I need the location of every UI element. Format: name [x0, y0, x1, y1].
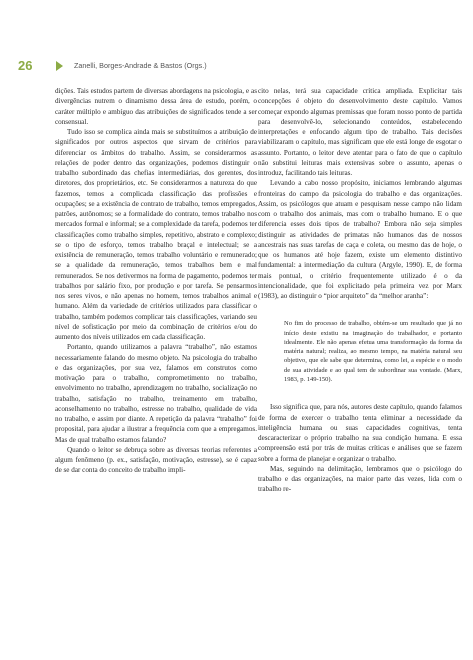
paragraph: cito nelas, terá sua capacidade crítica ampliada. Explicitar tais concepções é objeto do desenvolvimento deste capítulo. Vamos começar expondo algumas premissas que foram nosso ponto de partida para desenvolvê-lo, selecionando conteúdos, estabelecendo interpretações e enfocando algum tipo de trabalho. Tais decisões viabilizaram o capítulo, mas significam que ele está longe de esgotar o assunto. Portanto, o leitor deve atentar para o fato de que o capítulo não substitui leituras mais extensivas sobre o assunto, apenas o introduz, facilitando tais leituras. [258, 87, 462, 177]
paragraph: Isso significa que, para nós, autores deste capítulo, quando falamos de forma de exercer o trabalho tenta eliminar a necessidade da inteligência humana ou suas capacidades cognitivas, tenta descaracterizar o próprio trabalho na sua condição humana. E essa compreensão está por trás de muitas críticas e análises que se fazem sobre a forma de planejar e organizar o trabalho. [258, 403, 462, 463]
paragraph: dições. Tais estudos partem de diversas abordagens na psicologia, e as divergências nutrem o dinamismo dessa área de estudo, porém, o caráter múltiplo e ambíguo das atribuições de significados tende a ser consensual. [55, 87, 257, 126]
page-number: 26 [18, 58, 33, 73]
page-header [18, 58, 458, 74]
quote-text: No fim do processo de trabalho, obtém-se um resultado que já no início deste existiu na imaginação do trabalhador, e portanto idealmente. Ele não apenas efetua uma transformação da forma da matéria natural; realiza, ao mesmo tempo, na matéria natural seu objetivo, que ele sabe que determina, como lei, a espécie e o modo de sua atividade e ao qual tem de subordinar sua vontade. (Marx, 1983, p. 149-150). [284, 320, 462, 384]
left-column [55, 86, 257, 476]
paragraph: Portanto, quando utilizamos a palavra “trabalho”, não estamos necessariamente falando do mesmo objeto. Na psicologia do trabalho e das organizações, por sua vez, falamos em construtos como motivação para o trabalho, comprometimento no trabalho, envolvimento no trabalho, aprendizagem no trabalho, socialização no trabalho, satisfação no trabalho, treinamento em trabalho, aconselhamento no trabalho, estresse no trabalho, qualidade de vida no trabalho, e assim por diante. A repetição da palavra “trabalho” foi proposital, para ajudar a ilustrar a frequência com que a empregamos. Mas de qual trabalho estamos falando? [55, 343, 257, 444]
block-quote [258, 319, 462, 384]
paragraph: Levando a cabo nosso propósito, iniciamos lembrando algumas fronteiras do campo da psicologia do trabalho e das organizações. Assim, os psicólogos que atuam e pesquisam nesse campo não lidam com o trabalho dos animais, mas com o trabalho humano. E o que diferencia esses dois tipos de trabalho? Embora não seja simples distinguir as atividades de primatas não humanos das de nossos ancestrais nas suas tarefas de caça e coleta, ou mesmo das de hoje, o que os humanos até hoje fazem, existe um elemento distintivo fundamental: a intermediação da cultura (Argyle, 1990). E, de forma mais pontual, o critério frequentemente utilizado é o da intencionalidade, que foi explicitado pela primeira vez por Marx (1983), ao distinguir o “pior arquiteto” da “melhor aranha”: [258, 179, 462, 300]
paragraph: Quando o leitor se debruça sobre as diversas teorias referentes a algum fenômeno (p. ex., satisfação, motivação, estresse), se é capaz de se dar conta do conceito de trabalho impli- [55, 445, 257, 475]
paragraph: Tudo isso se complica ainda mais se substituímos a atribuição de significados por outros aspectos que sirvam de critérios para diferenciar os âmbitos do trabalho. Assim, se considerarmos as relações de poder dentro das organizações, podemos distinguir o trabalho subordinado das chefias intermediárias, dos gerentes, dos diretores, dos proprietários, etc. Se considerarmos a natureza do que fazemos, temos a complicada classificação das profissões e ocupações; se a existência de contrato de trabalho, temos empregados, patrões, autônomos; se a formalidade do contrato, temos trabalho nos mercados formal e informal; se a complexidade da tarefa, podemos ter classificações como trabalho simples, repetitivo, abstrato e complexo; se o tipo de esforço, temos trabalho braçal e intelectual; se a existência de remuneração, temos trabalho voluntário e remunerado; se a qualidade da remuneração, temos trabalhos bem e mal remunerados. Se nos detivermos na forma de pagamento, podemos ter trabalhos por salário fixo, por produção e por tarefa. Se pensarmos nos seres vivos, e não apenas no homem, temos trabalhos animal e humano. Além da variedade de critérios utilizados para classificar o trabalho, também podemos complicar tais classificações, variando seu nível de sofisticação por meio da combinação de critérios e/ou do aumento dos níveis utilizados em cada classificação. [55, 128, 257, 341]
right-column [258, 86, 462, 495]
running-head: Zanelli, Borges-Andrade & Bastos (Orgs.) [74, 61, 207, 70]
arrow-right-icon [56, 61, 63, 71]
paragraph: Mas, seguindo na delimitação, lembramos que o psicólogo do trabalho e das organizações, na maior parte das vezes, lida com o trabalho re- [258, 464, 462, 494]
